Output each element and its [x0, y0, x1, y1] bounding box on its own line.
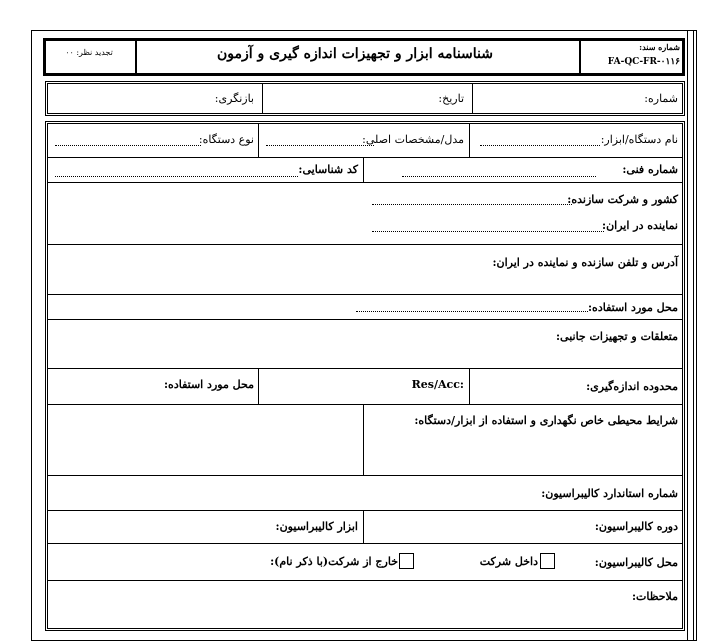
date-label: تاریخ:	[438, 92, 464, 105]
number-label: شماره:	[644, 92, 678, 105]
device-type-label: نوع دستگاه:	[198, 133, 254, 146]
range-label: محدوده اندازه‌گیری:	[586, 380, 678, 393]
model-label: مدل/مشخصات اصلی:	[362, 133, 464, 146]
calibration-standard-label: شماره استاندارد کالیبراسیون:	[541, 487, 678, 500]
doc-number-value: FA-QC-FR-۰۱۱۶	[607, 57, 680, 67]
address-label: آدرس و تلفن سازنده و نماینده در ایران:	[492, 256, 678, 269]
accessories-label: متعلقات و تجهیزات جانبی:	[555, 330, 678, 343]
notes-label: ملاحظات:	[631, 590, 678, 603]
header-divider	[135, 41, 137, 73]
inside-company-label: داخل شرکت	[479, 555, 538, 568]
environment-label: شرایط محیطی خاص نگهداری و استفاده از ابزار/دستگاه:	[414, 414, 678, 427]
iran-rep-label: نماینده در ایران:	[602, 219, 678, 232]
right-margin-rule	[687, 30, 697, 641]
calibration-period-label: دوره کالیبراسیون:	[594, 520, 678, 533]
outside-company-checkbox[interactable]	[399, 553, 414, 569]
inspection-label: بازنگری:	[214, 92, 254, 105]
outside-company-label: خارج از شرکت(با ذکر نام):	[270, 555, 398, 568]
device-name-label: نام دستگاه/ابزار:	[600, 133, 678, 146]
range-usage-location-label: محل مورد استفاده:	[164, 378, 254, 391]
tech-number-label: شماره فنی:	[622, 163, 678, 176]
calibration-place-label: محل کالیبراسیون:	[594, 556, 678, 569]
doc-number-label: شماره سند:	[639, 42, 680, 52]
usage-location-label: محل مورد استفاده:	[588, 301, 678, 314]
calibration-tool-label: ابزار کالیبراسیون:	[275, 520, 358, 533]
inside-company-checkbox[interactable]	[540, 553, 555, 569]
form-title: شناسنامه ابزار و تجهیزات اندازه گیری و آزمون	[216, 46, 493, 62]
revision-label: تجدید نظر: ۰۰	[65, 48, 113, 57]
country-company-label: کشور و شرکت سازنده:	[567, 193, 678, 206]
id-code-label: کد شناسایی:	[298, 163, 358, 176]
res-acc-label: Res/Acc:	[411, 378, 464, 391]
